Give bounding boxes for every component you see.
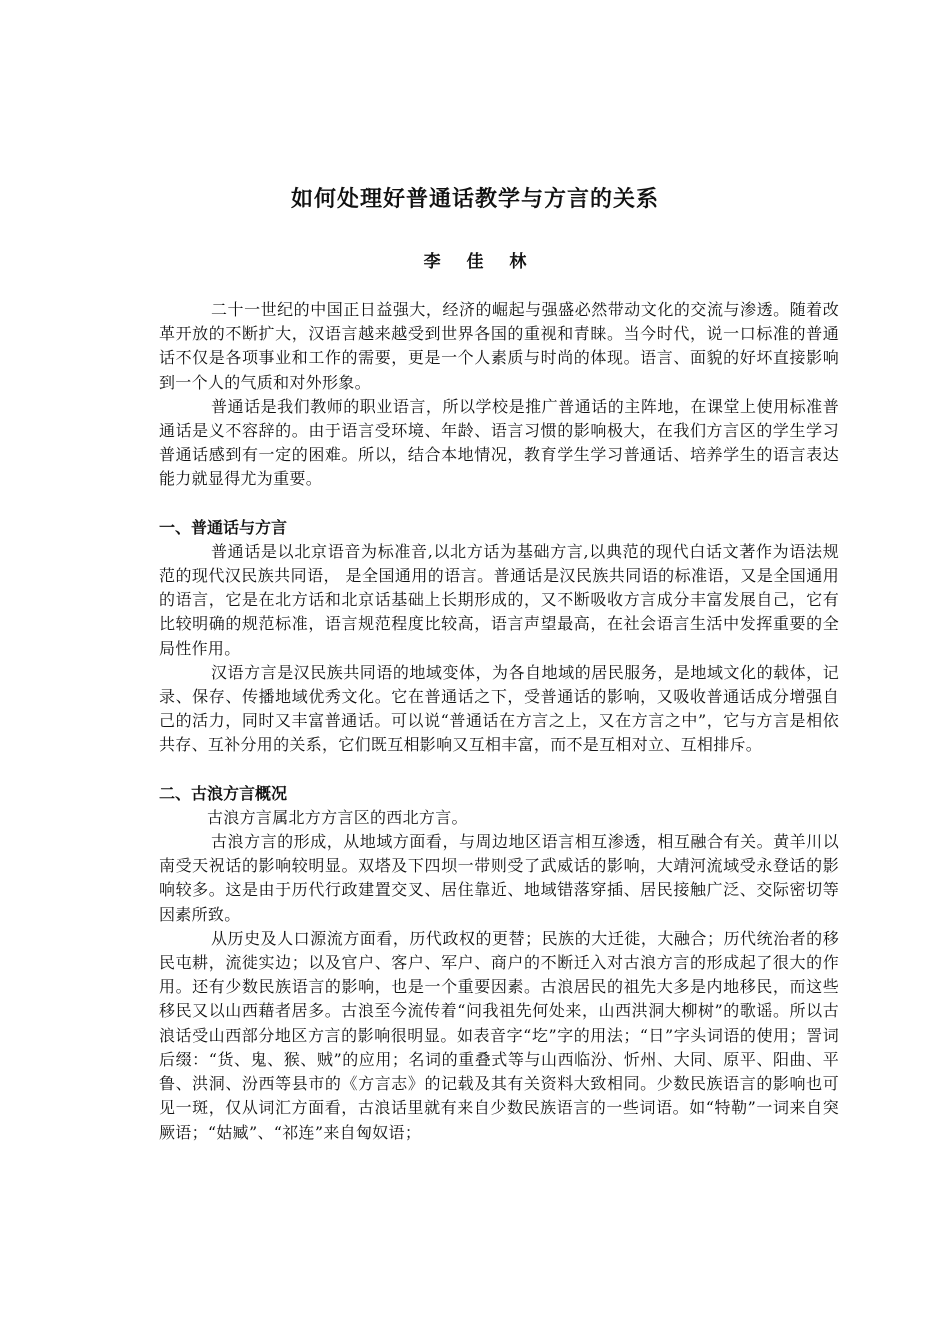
section-heading-2: 二、古浪方言概况 (159, 783, 288, 803)
intro-paragraph-1: 二十一世纪的中国正日益强大，经济的崛起与强盛必然带动文化的交流与渗透。随着改革开放的不断扩大，汉语言越来越受到世界各国的重视和青睐。当今时代，说一口标准的普通话不仅是各项事业和工作的需要，更是一个人素质与时尚的体现。语言、面貌的好坏直接影响到一个人的气质和对外形象。 (159, 300, 839, 392)
intro-paragraph-2: 普通话是我们教师的职业语言，所以学校是推广普通话的主阵地，在课堂上使用标准普通话是义不容辞的。由于语言受环境、年龄、语言习惯的影响极大，在我们方言区的学生学习普通话感到有一定的困难。所以，结合本地情况，教育学生学习普通话、培养学生的语言表达能力就显得尤为重要。 (159, 396, 839, 489)
document-author: 李 佳 林 (423, 252, 537, 272)
section1-paragraph-2: 汉语方言是汉民族共同语的地域变体，为各自地域的居民服务，是地域文化的载体，记录、保存、传播地域优秀文化。它在普通话之下，受普通话的影响，又吸收普通话成分增强自己的活力，同时又丰富普通话。可以说“普通话在方言之上，又在方言之中”，它与方言是相依共存、互补分用的关系，它们既互相影响又互相丰富，而不是互相对立、互相排斥。 (159, 662, 839, 755)
document-title: 如何处理好普通话教学与方言的关系 (290, 186, 659, 212)
section2-paragraph-3: 从历史及人口源流方面看，历代政权的更替；民族的大迁徙，大融合；历代统治者的移民屯耕，流徙实边；以及官户、客户、军户、商户的不断迁入对古浪方言的形成起了很大的作用。还有少数民族语言的影响，也是一个重要因素。古浪居民的祖先大多是内地移民，而这些移民又以山西藉者居多。古浪至今流传着“问我祖先何处来，山西洪洞大柳树”的歌谣。所以古浪话受山西部分地区方言的影响很明显。如表音字“圪”字的用法；“日”字头词语的使用；詈词后缀：“货、鬼、猴、贼”的应用；名词的重叠式等与山西临汾、忻州、大同、原平、阳曲、平鲁、洪洞、汾西等县市的《方言志》的记载及其有关资料大致相同。少数民族语言的影响也可见一斑，仅从词汇方面看，古浪话里就有来自少数民族语言的一些词语。如“特勒”一词来自突厥语；“姑臧”、“祁连”来自匈奴语； (159, 928, 839, 1142)
document-body (159, 298, 839, 1145)
section1-paragraph-1: 普通话是以北京语音为标准音,以北方话为基础方言,以典范的现代白话文著作为语法规范的现代汉民族共同语， 是全国通用的语言。普通话是汉民族共同语的标准语，又是全国通用的语言，它是在北方话和北京话基础上长期形成的，又不断吸收方言成分丰富发展自己，它有比较明确的规范标准，语言规范程度比较高，语言声望最高，在社会语言生活中发挥重要的全局性作用。 (159, 541, 839, 658)
section2-paragraph-2: 古浪方言的形成，从地域方面看，与周边地区语言相互渗透，相互融合有关。黄羊川以南受天祝话的影响较明显。双塔及下四坝一带则受了武威话的影响，大靖河流域受永登话的影响较多。这是由于历代行政建置交叉、居住靠近、地域错落穿插、居民接触广泛、交际密切等因素所致。 (159, 832, 839, 924)
section-heading-1: 一、普通话与方言 (159, 517, 288, 537)
section2-paragraph-1: 古浪方言属北方方言区的西北方言。 (207, 807, 468, 827)
